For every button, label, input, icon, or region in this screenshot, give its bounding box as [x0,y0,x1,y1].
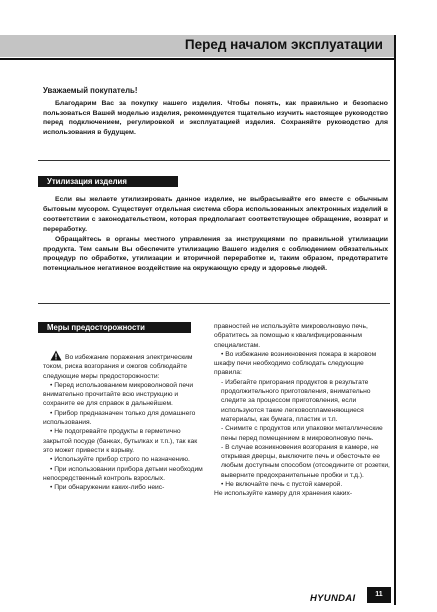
warning-icon [50,350,62,361]
list-item: • Перед использованием микроволновой печи внимательно прочитайте всю инструкцию и сохраните ее для справок в дальнейшем. [43,381,194,408]
list-item: • При использовании прибора детьми необходим непосредственный контроль взрослых. [43,465,203,482]
list-item: - В случае возникновения возгорания в камере, не открывая дверцы, выключите печь и обесточьте ее любым доступным способом (отсоедините от розетки, выверните предохранительные пробки и т.д.). [221,443,390,479]
header-rule [0,58,395,60]
list-item: • При обнаружении каких-либо неис- [50,484,165,492]
list-item: Не используйте камеру для хранения каких- [214,490,353,498]
intro-block [43,86,388,138]
greeting: Уважаемый покупатель! [43,86,138,95]
list-item: • Не подогревайте продукты в герметично закрытой посуде (банках, бутылках и т.п.), так как это может привести к взрыву. [43,428,198,454]
precautions-left-column [43,350,203,492]
intro-paragraph: Благодарим Вас за покупку нашего изделия. Чтобы понять, как правильно и безопасно пользоваться Вашей моделью изделия, рекомендуется тщательно изучить настоящее руководство перед подключением, регулировкой и эксплуатацией изделия. Сохраняйте руководство для использования в будущем. [43,99,388,137]
section-divider [38,303,390,304]
page-number: 11 [367,587,391,603]
section-divider [38,160,390,161]
list-item: - Снимите с продуктов или упаковки металлические пены перед помещением в микроволновую печь. [221,425,383,442]
brand-logo: HYUNDAI [310,593,356,604]
list-item: • Прибор предназначен только для домашнего использования. [43,409,196,427]
list-item: • Во избежание возникновения пожара в жаровом шкафу печи необходимо соблюдать следующие правила: [214,350,377,377]
precautions-right-column [214,322,390,499]
list-item: - Избегайте пригорания продуктов в результате продолжительного приготовления, внимательно следите за процессом приготовления, если используются такие легковоспламеняющиеся материалы, как бумага, пластик и т.п. [221,378,371,423]
page-title: Перед началом эксплуатации [184,37,383,52]
recycling-heading: Утилизация изделия [38,176,178,187]
list-item: • Используйте прибор строго по назначению. [50,456,190,464]
recycling-paragraph-2: Обращайтесь в органы местного управления за инструкциями по правильной утилизации продукта. Тем самым Вы обеспечите утилизацию Вашего изделия с соблюдением обязательных процедур по обработке, утилизации и вторичной переработке и, таким образом, предотвратите потенциальное негативное воздействие на окружающую среду и здоровье людей. [43,235,388,273]
list-item: правностей не используйте микроволновую печь, обратитесь за помощью к квалифицированным специалистам. [214,323,368,349]
recycling-paragraph-1: Если вы желаете утилизировать данное изделие, не выбрасывайте его вместе с обычным бытовым мусором. Существует отдельная система сбора использованных электронных изделий в соответствии с законодательством, которая предполагает соответствующее обращение, возврат и переработку. [43,196,388,233]
list-item [43,350,203,381]
list-item-text: Во избежание поражения электрическим током, риска возгорания и ожогов соблюдайте следующие меры предосторожности: [43,354,193,380]
recycling-block [43,195,388,274]
side-rule [394,35,396,605]
list-item: • Не включайте печь с пустой камерой. [221,481,343,489]
precautions-heading: Меры предосторожности [38,322,191,333]
